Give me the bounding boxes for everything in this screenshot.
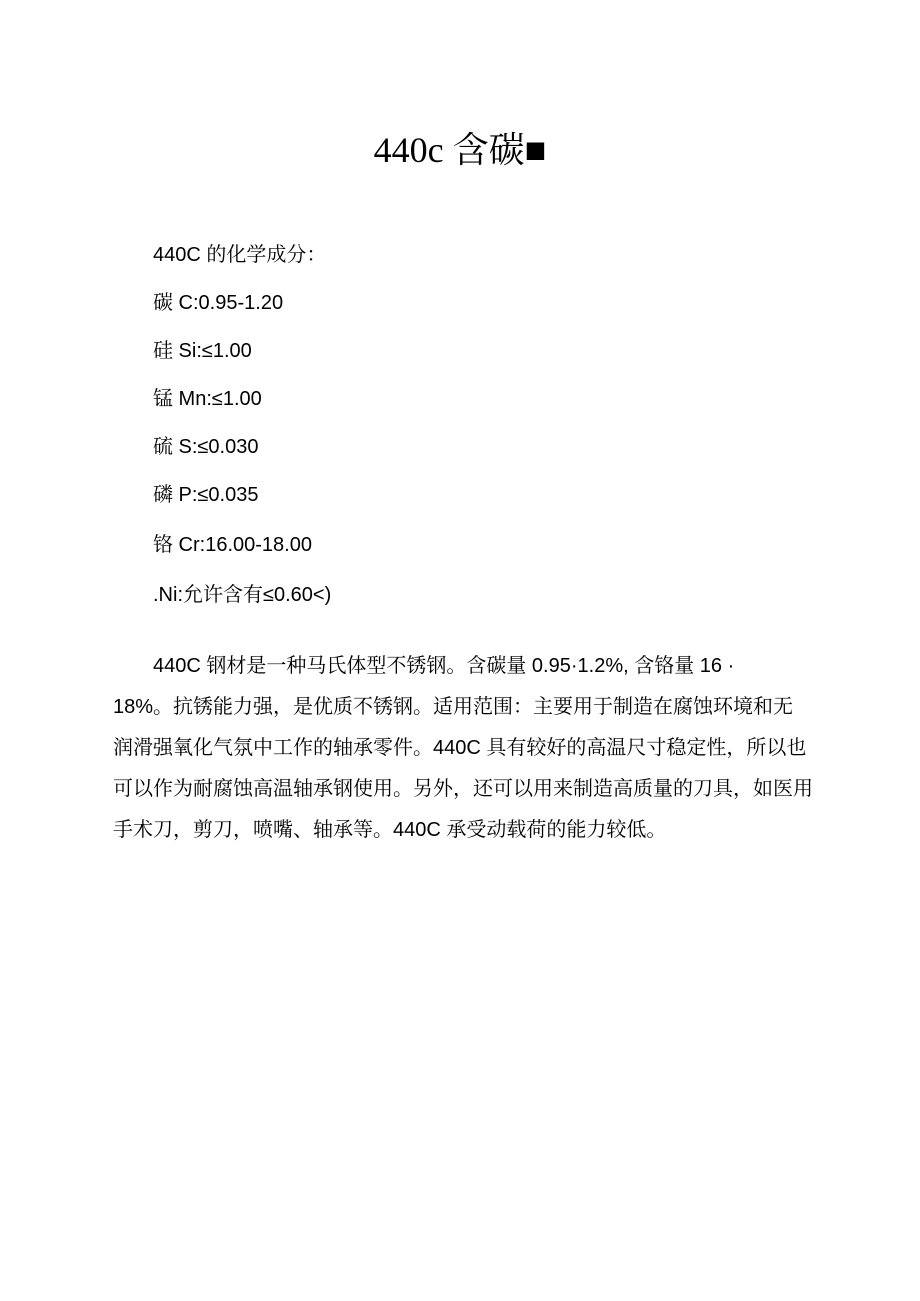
- document-title: 440c 含碳■: [373, 130, 547, 170]
- composition-item-chromium: 铬 Cr:16.00-18.00: [153, 534, 312, 556]
- paragraph-line: 18%。抗锈能力强，是优质不锈钢。适用范围：主要用于制造在腐蚀环境和无: [113, 696, 794, 718]
- paragraph-line: 手术刀，剪刀，喷嘴、轴承等。440C 承受动载荷的能力较低。: [113, 819, 667, 841]
- composition-item-sulfur: 硫 S:≤0.030: [153, 436, 259, 458]
- paragraph-line: 可以作为耐腐蚀高温轴承钢使用。另外，还可以用来制造高质量的刀具，如医用: [113, 778, 813, 800]
- composition-heading: 440C 的化学成分：: [153, 244, 327, 266]
- composition-item-phosphorus: 磷 P:≤0.035: [153, 484, 259, 506]
- description-paragraph: [113, 648, 823, 853]
- paragraph-line: 润滑强氧化气氛中工作的轴承零件。440C 具有较好的高温尺寸稳定性，所以也: [113, 737, 807, 759]
- composition-item-silicon: 硅 Si:≤1.00: [153, 340, 252, 362]
- composition-item-carbon: 碳 C:0.95-1.20: [153, 292, 284, 314]
- paragraph-line: 440C 钢材是一种马氏体型不锈钢。含碳量 0.95·1.2%, 含铬量 16 ·: [153, 655, 735, 677]
- composition-item-manganese: 锰 Mn:≤1.00: [153, 388, 262, 410]
- composition-item-nickel: .Ni:允许含有≤0.60<): [153, 584, 332, 606]
- composition-list: [153, 238, 331, 626]
